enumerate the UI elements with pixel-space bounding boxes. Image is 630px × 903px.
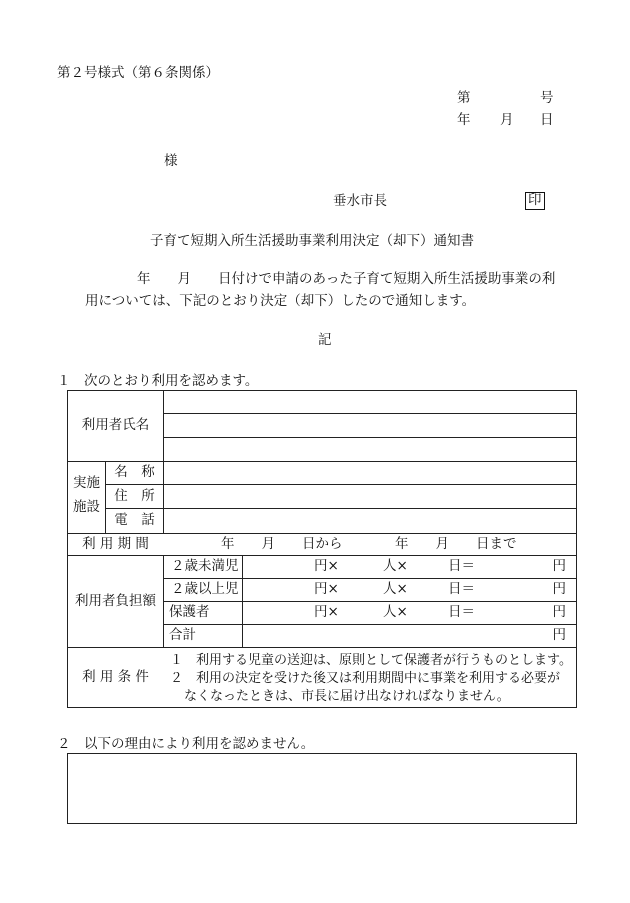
date-month: 月 [500, 112, 514, 128]
condition-2-line-2: なくなったときは、市長に届け出なければなりません。 [184, 689, 510, 704]
burden-row-label: 保護者 [169, 604, 210, 621]
burden-row-persons: 人× [383, 581, 408, 598]
issuer-name: 垂水市長 [333, 193, 387, 209]
burden-row-label: ２歳未満児 [171, 558, 239, 575]
form-number: 第２号様式（第６条関係） [57, 65, 219, 81]
section-1-heading: １ 次のとおり利用を認めます。 [57, 373, 259, 389]
period-to: 年 月 日まで [395, 535, 517, 552]
body-line-2: 用については、下記のとおり決定（却下）したので通知します。 [85, 293, 476, 309]
rejection-reason-box [67, 753, 577, 824]
burden-label: 利用者負担額 [75, 592, 156, 609]
period-label: 利 用 期 間 [82, 535, 149, 552]
burden-row-days: 日＝ [448, 604, 475, 621]
burden-row-yen: 円× [314, 604, 339, 621]
facility-address-label: 住 所 [114, 487, 155, 504]
facility-label-top: 実施 [73, 475, 100, 492]
burden-row-total: 円 [552, 604, 566, 621]
date-day: 日 [540, 112, 554, 128]
burden-row-yen: 円× [314, 558, 339, 575]
period-from: 年 月 日から [221, 535, 343, 552]
burden-row-days: 日＝ [448, 558, 475, 575]
burden-row-total: 円 [552, 558, 566, 575]
recipient-honorific: 様 [164, 153, 178, 169]
burden-row-total: 円 [552, 581, 566, 598]
doc-number-suffix: 号 [540, 90, 554, 106]
seal-mark: 印 [525, 192, 545, 210]
user-name-label: 利用者氏名 [81, 417, 150, 434]
document-title: 子育て短期入所生活援助事業利用決定（却下）通知書 [150, 233, 474, 249]
burden-row-persons: 人× [383, 604, 408, 621]
sum-label: 合計 [169, 627, 196, 644]
sum-unit: 円 [552, 627, 566, 644]
conditions-label: 利 用 条 件 [82, 668, 149, 685]
section-2-heading: ２ 以下の理由により利用を認めません。 [57, 736, 315, 752]
ki-marker: 記 [318, 332, 332, 348]
condition-2-line-1: ２ 利用の決定を受けた後又は利用期間中に事業を利用する必要が [170, 671, 561, 686]
facility-name-label: 名 称 [114, 464, 155, 481]
date-year: 年 [457, 112, 471, 128]
body-line-1: 年 月 日付けで申請のあった子育て短期入所生活援助事業の利 [137, 271, 556, 287]
burden-row-persons: 人× [383, 558, 408, 575]
burden-row-days: 日＝ [448, 581, 475, 598]
condition-1: １ 利用する児童の送迎は、原則として保護者が行うものとします。 [170, 653, 572, 668]
facility-label-bottom: 施設 [73, 499, 100, 516]
facility-phone-label: 電 話 [114, 512, 155, 529]
burden-row-yen: 円× [314, 581, 339, 598]
doc-number-prefix: 第 [457, 90, 471, 106]
burden-row-label: ２歳以上児 [171, 581, 239, 598]
